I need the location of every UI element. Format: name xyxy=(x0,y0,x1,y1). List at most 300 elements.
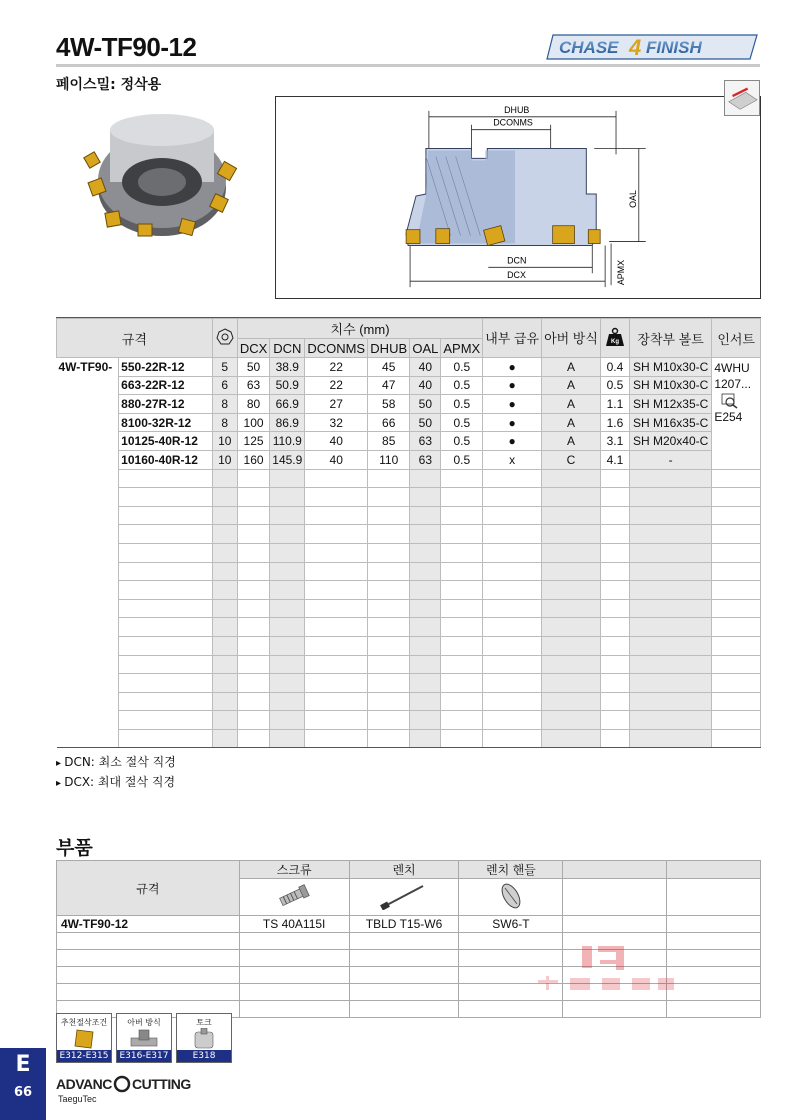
parts-header-handle: 렌치 핸들 xyxy=(459,861,563,879)
spec-dhub xyxy=(368,488,410,507)
spec-z xyxy=(212,711,237,730)
spec-dcx xyxy=(237,562,269,581)
spec-z xyxy=(212,655,237,674)
spec-kg xyxy=(600,506,629,525)
spec-z: 5 xyxy=(212,358,237,377)
spec-empty-row xyxy=(57,488,761,507)
spec-code-prefix xyxy=(57,525,119,544)
spec-insert-empty xyxy=(712,525,761,544)
spec-coolant xyxy=(483,692,542,711)
spec-coolant xyxy=(483,525,542,544)
spec-coolant: ● xyxy=(483,432,542,451)
magnifier-icon[interactable] xyxy=(720,393,738,409)
spec-coolant: ● xyxy=(483,376,542,395)
spec-kg xyxy=(600,655,629,674)
spec-code: 663-22R-12 xyxy=(119,376,212,395)
spec-arbor xyxy=(542,711,601,730)
spec-dhub: 110 xyxy=(368,450,410,469)
spec-insert-empty xyxy=(712,562,761,581)
arbor-type-link[interactable]: 아버 방식 E316-E317 xyxy=(116,1013,172,1063)
spec-code xyxy=(119,469,212,488)
spec-z xyxy=(212,581,237,600)
spec-insert-empty xyxy=(712,729,761,748)
spec-dconms: 22 xyxy=(305,376,368,395)
spec-kg: 0.4 xyxy=(600,358,629,377)
spec-coolant xyxy=(483,469,542,488)
spec-code xyxy=(119,562,212,581)
face-milling-icon xyxy=(724,80,760,116)
header-dhub: DHUB xyxy=(368,339,410,358)
spec-empty-row xyxy=(57,655,761,674)
spec-oal xyxy=(410,618,441,637)
spec-oal xyxy=(410,729,441,748)
spec-kg xyxy=(600,729,629,748)
spec-arbor xyxy=(542,655,601,674)
spec-dconms xyxy=(305,674,368,693)
spec-dcn: 86.9 xyxy=(270,413,305,432)
spec-kg: 1.6 xyxy=(600,413,629,432)
spec-dcn xyxy=(270,581,305,600)
spec-apmx xyxy=(441,618,483,637)
spec-z xyxy=(212,525,237,544)
svg-text:4: 4 xyxy=(629,35,642,60)
spec-empty-row xyxy=(57,674,761,693)
spec-bolt xyxy=(629,488,711,507)
spec-dcn xyxy=(270,618,305,637)
spec-coolant: ● xyxy=(483,395,542,414)
spec-apmx xyxy=(441,506,483,525)
spec-dcx xyxy=(237,618,269,637)
spec-bolt xyxy=(629,692,711,711)
spec-kg xyxy=(600,674,629,693)
parts-row xyxy=(57,916,761,933)
insert-icon xyxy=(69,1028,99,1050)
spec-dhub: 58 xyxy=(368,395,410,414)
spec-dcn xyxy=(270,674,305,693)
parts-header-screw: 스크류 xyxy=(239,861,349,879)
spec-insert xyxy=(712,358,761,470)
spec-dcn xyxy=(270,692,305,711)
wrench-image xyxy=(349,879,459,916)
spec-arbor: A xyxy=(542,376,601,395)
spec-apmx xyxy=(441,599,483,618)
spec-dconms: 40 xyxy=(305,450,368,469)
spec-oal xyxy=(410,711,441,730)
spec-code-prefix xyxy=(57,450,119,469)
spec-oal xyxy=(410,674,441,693)
spec-empty-row xyxy=(57,729,761,748)
spec-dconms xyxy=(305,599,368,618)
spec-code xyxy=(119,488,212,507)
spec-arbor: A xyxy=(542,395,601,414)
spec-coolant: ● xyxy=(483,413,542,432)
spec-dconms xyxy=(305,692,368,711)
spec-bolt xyxy=(629,562,711,581)
spec-coolant xyxy=(483,655,542,674)
spec-dconms xyxy=(305,506,368,525)
spec-empty-row xyxy=(57,543,761,562)
spec-oal: 63 xyxy=(410,450,441,469)
spec-dhub: 85 xyxy=(368,432,410,451)
spec-coolant: x xyxy=(483,450,542,469)
spec-bolt: SH M16x35-C xyxy=(629,413,711,432)
spec-code-prefix xyxy=(57,413,119,432)
spec-dcn xyxy=(270,506,305,525)
spec-bolt xyxy=(629,618,711,637)
parts-header-wrench: 렌치 xyxy=(349,861,459,879)
header-arbor: 아버 방식 xyxy=(542,319,601,358)
dcn-label: DCN xyxy=(507,255,527,266)
spec-code xyxy=(119,581,212,600)
flute-count-icon xyxy=(216,328,234,346)
spec-dcn: 110.9 xyxy=(270,432,305,451)
header-apmx: APMX xyxy=(441,339,483,358)
spec-z xyxy=(212,729,237,748)
parts-wrench: TBLD T15-W6 xyxy=(349,916,459,933)
spec-empty-row xyxy=(57,636,761,655)
spec-dcn xyxy=(270,488,305,507)
spec-oal xyxy=(410,543,441,562)
spec-coolant xyxy=(483,636,542,655)
spec-apmx xyxy=(441,562,483,581)
spec-code-prefix xyxy=(57,488,119,507)
spec-arbor xyxy=(542,729,601,748)
spec-z xyxy=(212,562,237,581)
spec-code xyxy=(119,599,212,618)
spec-code-prefix xyxy=(57,395,119,414)
spec-bolt xyxy=(629,729,711,748)
spec-dconms xyxy=(305,562,368,581)
spec-code xyxy=(119,618,212,637)
spec-z xyxy=(212,543,237,562)
spec-dconms xyxy=(305,636,368,655)
spec-arbor xyxy=(542,599,601,618)
spec-dconms: 32 xyxy=(305,413,368,432)
spec-kg: 0.5 xyxy=(600,376,629,395)
spec-bolt xyxy=(629,543,711,562)
spec-arbor xyxy=(542,562,601,581)
insert-code-1: 4WHU xyxy=(714,361,750,375)
spec-code-prefix xyxy=(57,432,119,451)
spec-coolant: ● xyxy=(483,358,542,377)
watermark-logo xyxy=(530,940,680,1015)
spec-dcx xyxy=(237,711,269,730)
spec-bolt xyxy=(629,711,711,730)
spec-dcn: 145.9 xyxy=(270,450,305,469)
spec-dcn xyxy=(270,729,305,748)
spec-dcx xyxy=(237,543,269,562)
spec-row xyxy=(57,376,761,395)
header-insert: 인서트 xyxy=(712,319,761,358)
wrench-icon xyxy=(379,882,429,910)
spec-arbor xyxy=(542,525,601,544)
spec-insert-empty xyxy=(712,506,761,525)
spec-apmx xyxy=(441,729,483,748)
spec-dcx: 50 xyxy=(237,358,269,377)
spec-dhub: 45 xyxy=(368,358,410,377)
spec-z: 10 xyxy=(212,432,237,451)
cutter-dimension-diagram xyxy=(275,96,761,299)
footnote-dcx: ▸ DCX: 최대 절삭 직경 xyxy=(56,773,176,793)
spec-insert-empty xyxy=(712,581,761,600)
torque-icon xyxy=(189,1028,219,1050)
spec-coolant xyxy=(483,581,542,600)
spec-bolt xyxy=(629,636,711,655)
svg-text:FINISH: FINISH xyxy=(646,38,702,57)
parts-handle: SW6-T xyxy=(459,916,563,933)
spec-code xyxy=(119,711,212,730)
spec-kg xyxy=(600,562,629,581)
spec-kg xyxy=(600,488,629,507)
spec-dhub xyxy=(368,655,410,674)
spec-code: 10125-40R-12 xyxy=(119,432,212,451)
spec-code xyxy=(119,543,212,562)
spec-oal xyxy=(410,581,441,600)
footnotes xyxy=(56,753,176,793)
spec-code: 10160-40R-12 xyxy=(119,450,212,469)
spec-bolt: SH M20x40-C xyxy=(629,432,711,451)
spec-apmx xyxy=(441,581,483,600)
spec-dcx: 100 xyxy=(237,413,269,432)
spec-dcx xyxy=(237,488,269,507)
spec-dcx xyxy=(237,506,269,525)
spec-dhub xyxy=(368,674,410,693)
parts-header-blank-2 xyxy=(667,861,761,879)
header-coolant: 내부 급유 xyxy=(483,319,542,358)
spec-dhub xyxy=(368,618,410,637)
spec-arbor: A xyxy=(542,413,601,432)
spec-kg xyxy=(600,636,629,655)
spec-coolant xyxy=(483,562,542,581)
spec-kg xyxy=(600,525,629,544)
header-dimensions: 치수 (mm) xyxy=(237,319,482,339)
spec-oal: 40 xyxy=(410,358,441,377)
spec-dhub xyxy=(368,692,410,711)
spec-arbor: A xyxy=(542,432,601,451)
spec-bolt xyxy=(629,655,711,674)
spec-arbor xyxy=(542,636,601,655)
torque-link[interactable]: 토크 E318 xyxy=(176,1013,232,1063)
spec-z: 10 xyxy=(212,450,237,469)
spec-oal xyxy=(410,599,441,618)
spec-apmx: 0.5 xyxy=(441,432,483,451)
spec-empty-row xyxy=(57,506,761,525)
parts-blank-icon-1 xyxy=(563,879,667,916)
spec-dcx: 160 xyxy=(237,450,269,469)
spec-bolt: SH M10x30-C xyxy=(629,376,711,395)
spec-dhub xyxy=(368,543,410,562)
spec-insert-empty xyxy=(712,618,761,637)
spec-empty-row xyxy=(57,581,761,600)
spec-dcx xyxy=(237,655,269,674)
spec-apmx xyxy=(441,488,483,507)
spec-apmx: 0.5 xyxy=(441,450,483,469)
screw-image xyxy=(239,879,349,916)
spec-empty-row xyxy=(57,525,761,544)
spec-z xyxy=(212,506,237,525)
spec-oal xyxy=(410,525,441,544)
spec-insert-empty xyxy=(712,692,761,711)
spec-dcx: 80 xyxy=(237,395,269,414)
spec-code xyxy=(119,525,212,544)
title-rule xyxy=(56,64,760,67)
oal-label: OAL xyxy=(627,190,638,208)
spec-code-prefix xyxy=(57,376,119,395)
spec-z xyxy=(212,618,237,637)
spec-code xyxy=(119,506,212,525)
spec-coolant xyxy=(483,506,542,525)
spec-arbor xyxy=(542,692,601,711)
screw-icon xyxy=(274,882,314,910)
header-flutes xyxy=(212,319,237,358)
svg-text:CHASE: CHASE xyxy=(559,38,619,57)
spec-kg xyxy=(600,469,629,488)
apmx-label: APMX xyxy=(615,259,626,286)
spec-arbor xyxy=(542,674,601,693)
spec-kg: 4.1 xyxy=(600,450,629,469)
spec-oal xyxy=(410,562,441,581)
spec-dcn: 50.9 xyxy=(270,376,305,395)
spec-insert-empty xyxy=(712,636,761,655)
spec-dhub xyxy=(368,562,410,581)
parts-title: 부품 xyxy=(56,837,93,859)
spec-apmx xyxy=(441,692,483,711)
parts-blank-icon-2 xyxy=(667,879,761,916)
spec-dcn xyxy=(270,469,305,488)
spec-kg xyxy=(600,692,629,711)
spec-z xyxy=(212,636,237,655)
spec-empty-row xyxy=(57,711,761,730)
spec-dhub xyxy=(368,525,410,544)
spec-code-prefix xyxy=(57,655,119,674)
spec-bolt: - xyxy=(629,450,711,469)
spec-code-prefix xyxy=(57,506,119,525)
spec-bolt xyxy=(629,506,711,525)
spec-code-prefix xyxy=(57,729,119,748)
spec-code xyxy=(119,674,212,693)
header-dcn: DCN xyxy=(270,339,305,358)
spec-dhub: 66 xyxy=(368,413,410,432)
spec-oal xyxy=(410,506,441,525)
spec-oal xyxy=(410,655,441,674)
arbor-icon xyxy=(127,1028,161,1050)
parts-header-blank-1 xyxy=(563,861,667,879)
spec-dconms: 40 xyxy=(305,432,368,451)
spec-dconms xyxy=(305,655,368,674)
spec-code: 550-22R-12 xyxy=(119,358,212,377)
spec-dcn: 66.9 xyxy=(270,395,305,414)
wrench-handle-image xyxy=(459,879,563,916)
dconms-label: DCONMS xyxy=(493,117,533,128)
spec-z xyxy=(212,599,237,618)
spec-apmx: 0.5 xyxy=(441,395,483,414)
spec-dhub xyxy=(368,599,410,618)
spec-dhub xyxy=(368,581,410,600)
spec-insert-empty xyxy=(712,655,761,674)
spec-code-prefix xyxy=(57,469,119,488)
spec-dcn xyxy=(270,711,305,730)
spec-oal xyxy=(410,636,441,655)
spec-kg: 3.1 xyxy=(600,432,629,451)
parts-blank xyxy=(563,916,667,933)
section-letter: E xyxy=(15,1052,31,1077)
insert-code-2: 1207... xyxy=(714,377,752,391)
spec-insert-empty xyxy=(712,674,761,693)
spec-dcx: 63 xyxy=(237,376,269,395)
spec-bolt xyxy=(629,525,711,544)
cutting-conditions-link[interactable]: 추천절삭조건 E312-E315 xyxy=(56,1013,112,1063)
footnote-dcn: ▸ DCN: 최소 절삭 직경 xyxy=(56,753,176,773)
spec-code xyxy=(119,636,212,655)
spec-insert-empty xyxy=(712,711,761,730)
spec-coolant xyxy=(483,729,542,748)
spec-z xyxy=(212,674,237,693)
spec-insert-empty xyxy=(712,543,761,562)
spec-code-prefix xyxy=(57,618,119,637)
spec-dconms xyxy=(305,469,368,488)
spec-table xyxy=(56,318,761,748)
spec-apmx: 0.5 xyxy=(441,376,483,395)
parts-screw: TS 40A115I xyxy=(239,916,349,933)
spec-z xyxy=(212,488,237,507)
parts-header-code: 규격 xyxy=(57,861,240,916)
spec-dconms xyxy=(305,711,368,730)
spec-oal: 40 xyxy=(410,376,441,395)
spec-row xyxy=(57,450,761,469)
spec-dcn xyxy=(270,636,305,655)
spec-kg xyxy=(600,581,629,600)
spec-bolt: SH M12x35-C xyxy=(629,395,711,414)
spec-z: 8 xyxy=(212,395,237,414)
spec-coolant xyxy=(483,711,542,730)
spec-oal xyxy=(410,692,441,711)
company-name: TaeguTec xyxy=(58,1094,97,1104)
header-weight xyxy=(600,319,629,358)
spec-bolt xyxy=(629,581,711,600)
spec-apmx: 0.5 xyxy=(441,413,483,432)
spec-coolant xyxy=(483,599,542,618)
spec-empty-row xyxy=(57,618,761,637)
section-tab xyxy=(0,1048,46,1120)
spec-empty-row xyxy=(57,599,761,618)
spec-row xyxy=(57,432,761,451)
spec-code xyxy=(119,729,212,748)
spec-apmx xyxy=(441,711,483,730)
spec-oal: 50 xyxy=(410,413,441,432)
svg-text:CUTTING: CUTTING xyxy=(132,1076,191,1092)
spec-dhub xyxy=(368,729,410,748)
spec-dcx: 125 xyxy=(237,432,269,451)
weight-icon xyxy=(605,327,625,347)
spec-dcx xyxy=(237,581,269,600)
spec-dcx xyxy=(237,599,269,618)
spec-code-prefix xyxy=(57,599,119,618)
spec-dconms: 27 xyxy=(305,395,368,414)
header-bolt: 장착부 볼트 xyxy=(629,319,711,358)
spec-dconms xyxy=(305,543,368,562)
spec-empty-row xyxy=(57,692,761,711)
spec-coolant xyxy=(483,543,542,562)
svg-text:ADVANC: ADVANC xyxy=(56,1076,112,1092)
wrench-handle-icon xyxy=(491,881,531,911)
spec-kg xyxy=(600,599,629,618)
spec-code-prefix xyxy=(57,581,119,600)
spec-code-prefix xyxy=(57,674,119,693)
spec-z xyxy=(212,692,237,711)
spec-code-prefix xyxy=(57,562,119,581)
spec-insert-empty xyxy=(712,488,761,507)
spec-kg xyxy=(600,711,629,730)
